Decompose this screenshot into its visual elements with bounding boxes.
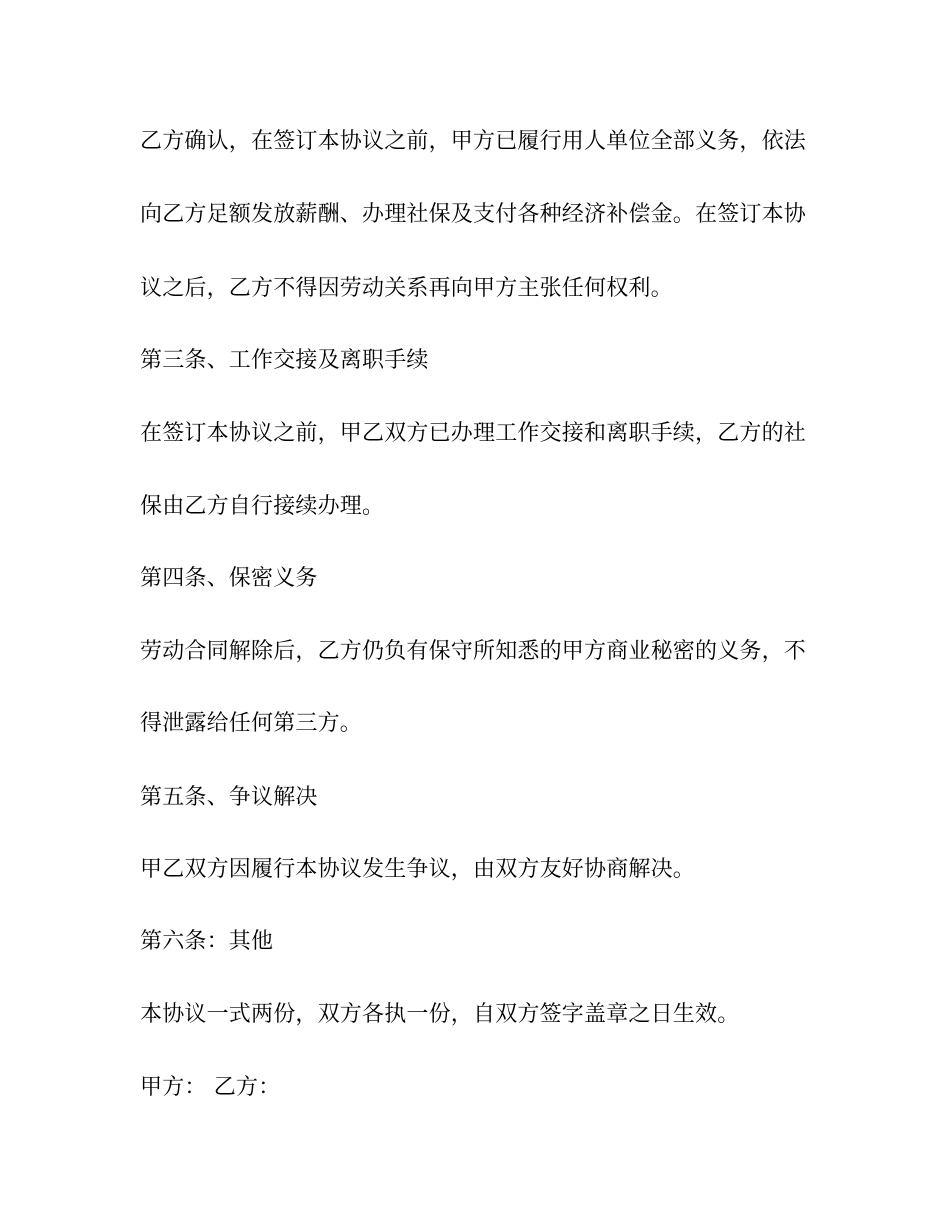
paragraph-line: 劳动合同解除后，乙方仍负有保守所知悉的甲方商业秘密的义务，不 [140, 639, 807, 664]
paragraph-line: 甲乙双方因履行本协议发生争议，由双方友好协商解决。 [140, 857, 696, 882]
paragraph-line: 议之后，乙方不得因劳动关系再向甲方主张任何权利。 [140, 276, 673, 301]
paragraph-line: 向乙方足额发放薪酬、办理社保及支付各种经济补偿金。在签订本协 [140, 202, 807, 227]
paragraph-line: 得泄露给任何第三方。 [140, 711, 363, 736]
signature-line: 甲方： 乙方： [140, 1075, 281, 1100]
section-heading-6: 第六条：其他 [140, 929, 274, 954]
section-heading-5: 第五条、争议解决 [140, 785, 318, 810]
paragraph-line: 在签订本协议之前，甲乙双方已办理工作交接和离职手续，乙方的社 [140, 421, 807, 446]
section-heading-4: 第四条、保密义务 [140, 566, 318, 591]
paragraph-line: 保由乙方自行接续办理。 [140, 494, 385, 519]
paragraph-line: 本协议一式两份，双方各执一份，自双方签字盖章之日生效。 [140, 1002, 740, 1027]
paragraph-line: 乙方确认，在签订本协议之前，甲方已履行用人单位全部义务，依法 [140, 129, 807, 154]
section-heading-3: 第三条、工作交接及离职手续 [140, 348, 429, 373]
